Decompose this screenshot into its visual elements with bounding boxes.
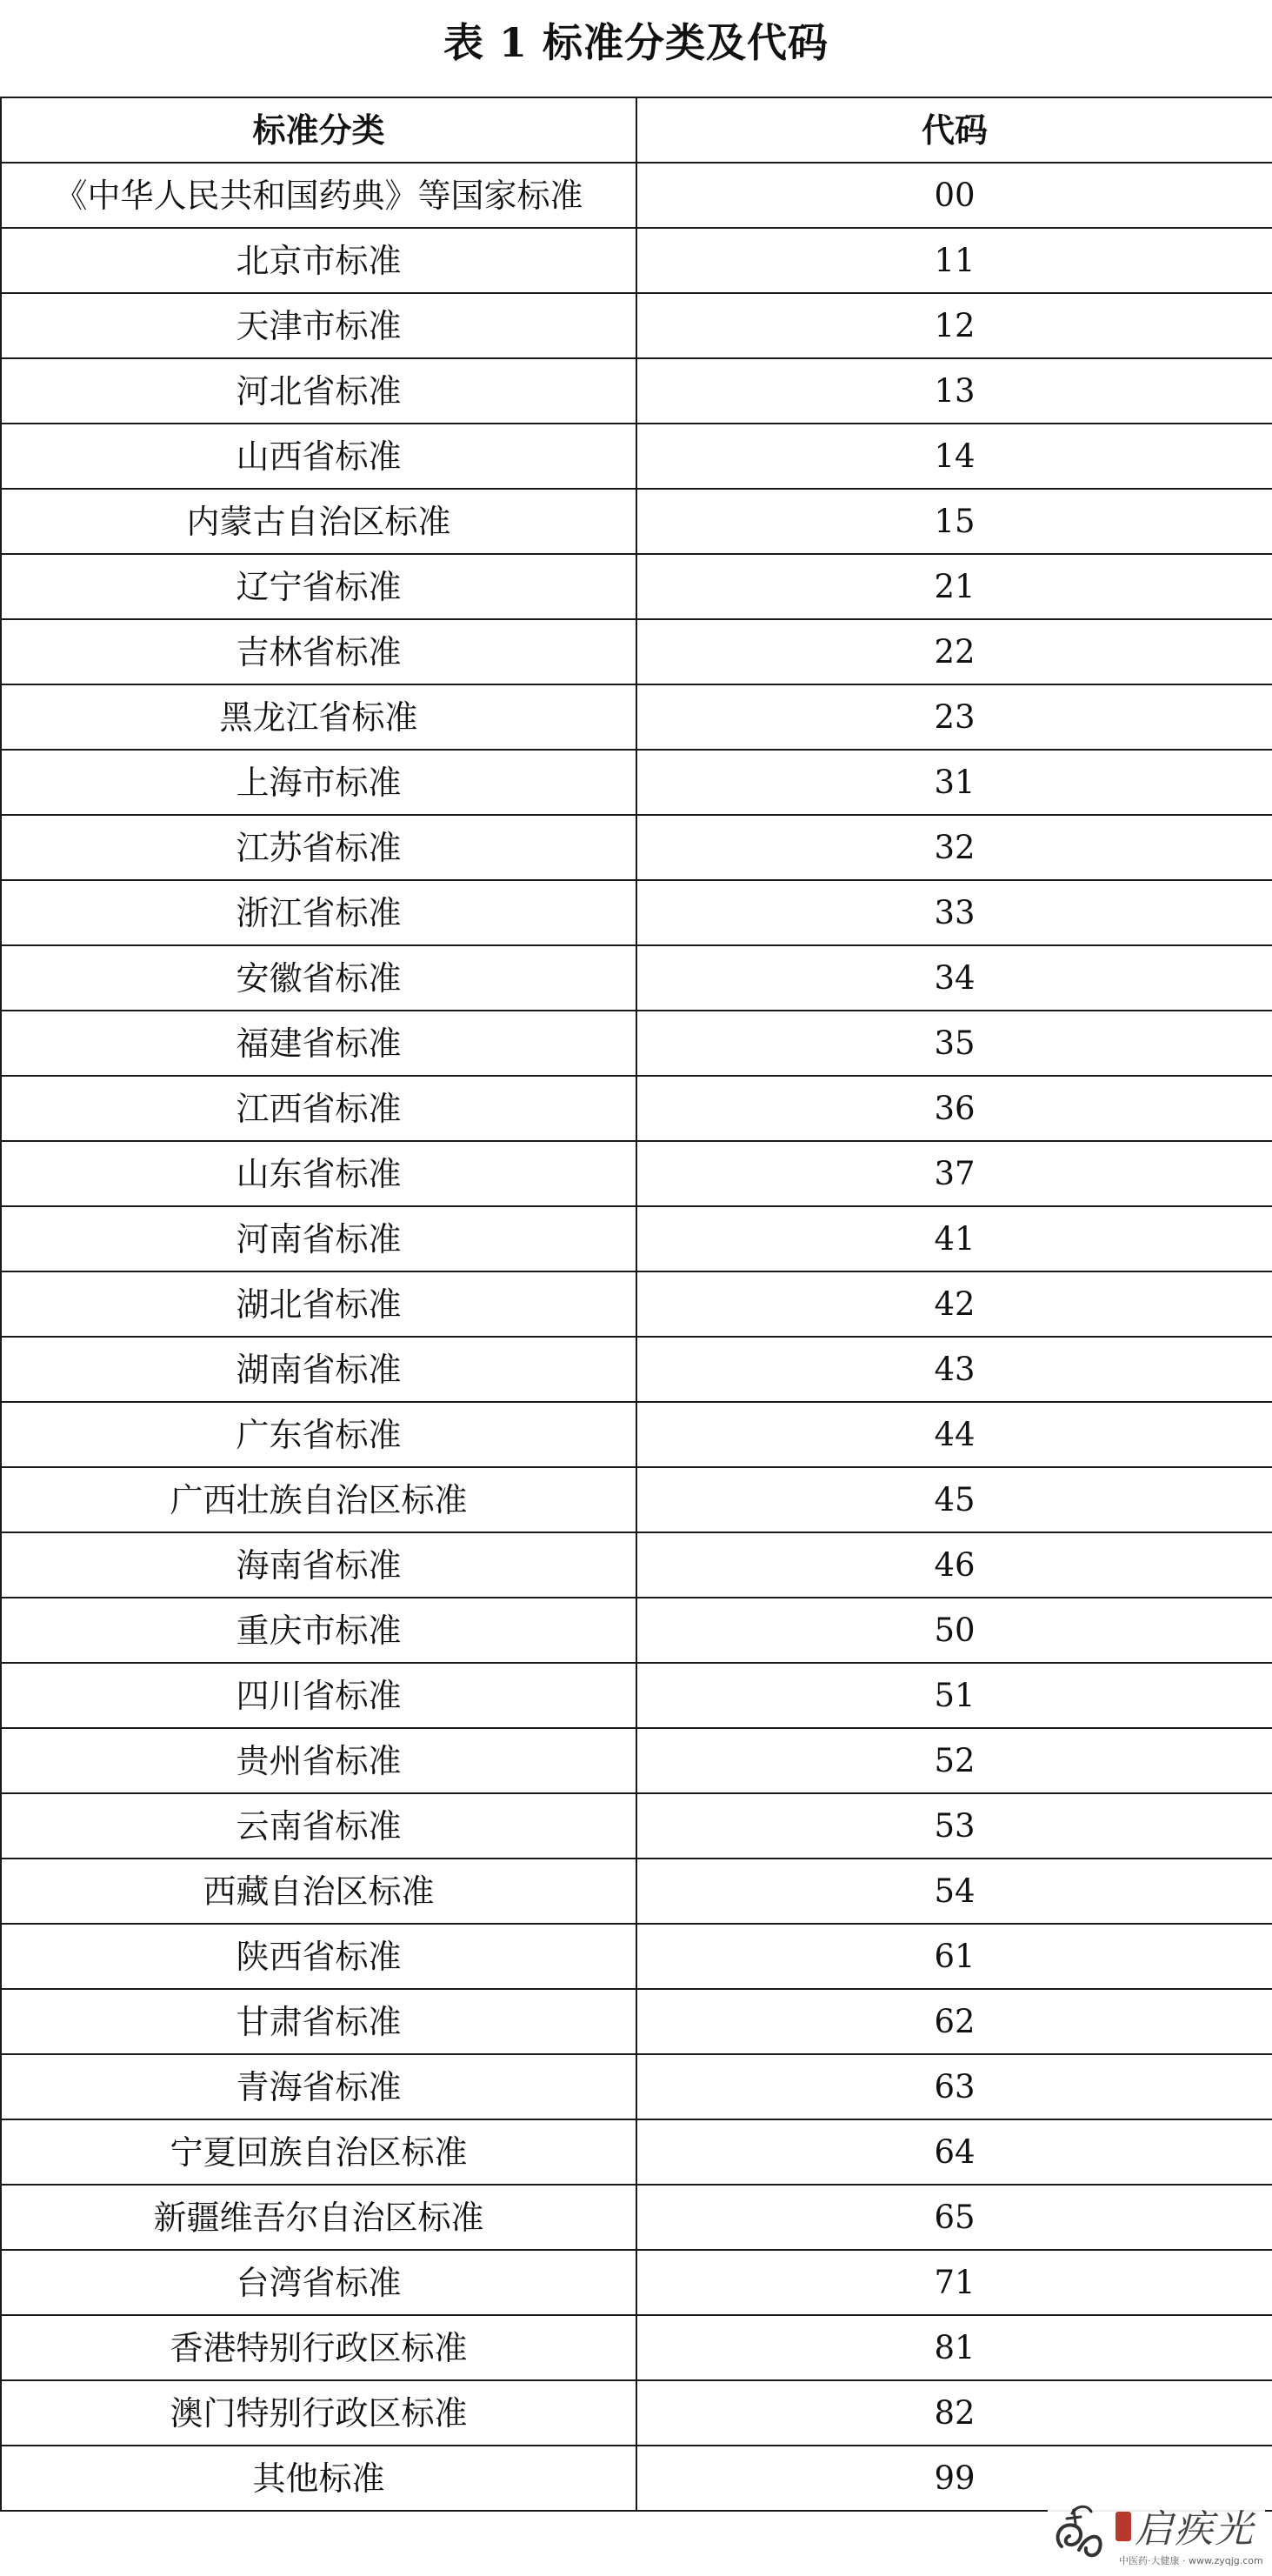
code-cell: 46 bbox=[636, 1532, 1272, 1598]
category-cell: 甘肃省标准 bbox=[1, 1989, 636, 2054]
code-cell: 61 bbox=[636, 1924, 1272, 1989]
category-cell: 贵州省标准 bbox=[1, 1728, 636, 1793]
category-cell: 河南省标准 bbox=[1, 1206, 636, 1271]
table-row bbox=[1, 489, 1272, 554]
standard-code-table bbox=[0, 97, 1272, 2512]
table-row bbox=[1, 1076, 1272, 1141]
table-row bbox=[1, 1011, 1272, 1076]
category-cell: 湖南省标准 bbox=[1, 1337, 636, 1402]
category-cell: 浙江省标准 bbox=[1, 880, 636, 945]
table-row bbox=[1, 2185, 1272, 2250]
code-cell: 42 bbox=[636, 1271, 1272, 1337]
code-cell: 35 bbox=[636, 1011, 1272, 1076]
category-cell: 内蒙古自治区标准 bbox=[1, 489, 636, 554]
category-cell: 山西省标准 bbox=[1, 424, 636, 489]
table-row bbox=[1, 163, 1272, 228]
category-cell: 四川省标准 bbox=[1, 1663, 636, 1728]
table-row bbox=[1, 750, 1272, 815]
category-cell: 福建省标准 bbox=[1, 1011, 636, 1076]
table-row bbox=[1, 424, 1272, 489]
table-row bbox=[1, 1924, 1272, 1989]
code-cell: 23 bbox=[636, 684, 1272, 750]
category-cell: 辽宁省标准 bbox=[1, 554, 636, 619]
table-row bbox=[1, 1467, 1272, 1532]
code-cell: 31 bbox=[636, 750, 1272, 815]
code-cell: 33 bbox=[636, 880, 1272, 945]
category-cell: 香港特别行政区标准 bbox=[1, 2315, 636, 2380]
table-row bbox=[1, 1402, 1272, 1467]
table-row bbox=[1, 1598, 1272, 1663]
code-cell: 21 bbox=[636, 554, 1272, 619]
code-cell: 81 bbox=[636, 2315, 1272, 2380]
code-cell: 44 bbox=[636, 1402, 1272, 1467]
table-row bbox=[1, 945, 1272, 1011]
table-row bbox=[1, 2054, 1272, 2119]
category-cell: 西藏自治区标准 bbox=[1, 1859, 636, 1924]
table-row bbox=[1, 2250, 1272, 2315]
code-cell: 50 bbox=[636, 1598, 1272, 1663]
table-row bbox=[1, 2119, 1272, 2185]
code-cell: 22 bbox=[636, 619, 1272, 684]
table-row bbox=[1, 2315, 1272, 2380]
table-row bbox=[1, 1532, 1272, 1598]
category-cell: 安徽省标准 bbox=[1, 945, 636, 1011]
code-cell: 65 bbox=[636, 2185, 1272, 2250]
category-cell: 黑龙江省标准 bbox=[1, 684, 636, 750]
code-cell: 15 bbox=[636, 489, 1272, 554]
table-row bbox=[1, 1141, 1272, 1206]
category-cell: 新疆维吾尔自治区标准 bbox=[1, 2185, 636, 2250]
category-cell: 宁夏回族自治区标准 bbox=[1, 2119, 636, 2185]
code-cell: 43 bbox=[636, 1337, 1272, 1402]
watermark bbox=[1048, 2493, 1265, 2573]
category-cell: 《中华人民共和国药典》等国家标准 bbox=[1, 163, 636, 228]
category-cell: 湖北省标准 bbox=[1, 1271, 636, 1337]
table-row bbox=[1, 684, 1272, 750]
code-cell: 12 bbox=[636, 293, 1272, 358]
category-cell: 青海省标准 bbox=[1, 2054, 636, 2119]
watermark-subtitle: 中医药·大健康 · www.zyqjg.com bbox=[1119, 2555, 1263, 2566]
red-seal-icon bbox=[1115, 2512, 1131, 2541]
table-row bbox=[1, 880, 1272, 945]
code-cell: 13 bbox=[636, 358, 1272, 424]
table-row bbox=[1, 815, 1272, 880]
category-cell: 陕西省标准 bbox=[1, 1924, 636, 1989]
table-row bbox=[1, 1793, 1272, 1859]
category-cell: 云南省标准 bbox=[1, 1793, 636, 1859]
category-cell: 广东省标准 bbox=[1, 1402, 636, 1467]
code-cell: 45 bbox=[636, 1467, 1272, 1532]
table-row bbox=[1, 1206, 1272, 1271]
table-row bbox=[1, 358, 1272, 424]
table-row bbox=[1, 1728, 1272, 1793]
category-cell: 北京市标准 bbox=[1, 228, 636, 293]
code-cell: 51 bbox=[636, 1663, 1272, 1728]
table-row bbox=[1, 554, 1272, 619]
category-cell: 台湾省标准 bbox=[1, 2250, 636, 2315]
table-row bbox=[1, 1989, 1272, 2054]
category-cell: 广西壮族自治区标准 bbox=[1, 1467, 636, 1532]
table-title: 表 1 标准分类及代码 bbox=[443, 19, 829, 66]
code-cell: 52 bbox=[636, 1728, 1272, 1793]
category-cell: 上海市标准 bbox=[1, 750, 636, 815]
table-row bbox=[1, 1337, 1272, 1402]
category-cell: 澳门特别行政区标准 bbox=[1, 2380, 636, 2446]
code-cell: 00 bbox=[636, 163, 1272, 228]
category-cell: 山东省标准 bbox=[1, 1141, 636, 1206]
category-cell: 吉林省标准 bbox=[1, 619, 636, 684]
code-cell: 53 bbox=[636, 1793, 1272, 1859]
table-row bbox=[1, 1271, 1272, 1337]
category-cell: 重庆市标准 bbox=[1, 1598, 636, 1663]
code-cell: 82 bbox=[636, 2380, 1272, 2446]
header-code: 代码 bbox=[636, 97, 1272, 163]
code-cell: 99 bbox=[636, 2446, 1272, 2511]
table-row bbox=[1, 293, 1272, 358]
code-cell: 32 bbox=[636, 815, 1272, 880]
table-row bbox=[1, 619, 1272, 684]
category-cell: 天津市标准 bbox=[1, 293, 636, 358]
code-cell: 62 bbox=[636, 1989, 1272, 2054]
code-cell: 71 bbox=[636, 2250, 1272, 2315]
category-cell: 河北省标准 bbox=[1, 358, 636, 424]
table-row bbox=[1, 228, 1272, 293]
code-cell: 37 bbox=[636, 1141, 1272, 1206]
code-cell: 64 bbox=[636, 2119, 1272, 2185]
header-category: 标准分类 bbox=[1, 97, 636, 163]
watermark-brand: 启疾光 bbox=[1135, 2507, 1255, 2552]
code-cell: 34 bbox=[636, 945, 1272, 1011]
category-cell: 海南省标准 bbox=[1, 1532, 636, 1598]
code-cell: 14 bbox=[636, 424, 1272, 489]
category-cell: 江苏省标准 bbox=[1, 815, 636, 880]
category-cell: 江西省标准 bbox=[1, 1076, 636, 1141]
table-body bbox=[1, 163, 1272, 2511]
code-cell: 11 bbox=[636, 228, 1272, 293]
calligraphy-logo-icon bbox=[1049, 2498, 1110, 2567]
code-cell: 54 bbox=[636, 1859, 1272, 1924]
code-cell: 41 bbox=[636, 1206, 1272, 1271]
table-row bbox=[1, 1663, 1272, 1728]
table-row bbox=[1, 2380, 1272, 2446]
table-row bbox=[1, 1859, 1272, 1924]
table-header-row bbox=[1, 97, 1272, 163]
code-cell: 36 bbox=[636, 1076, 1272, 1141]
code-cell: 63 bbox=[636, 2054, 1272, 2119]
category-cell: 其他标准 bbox=[1, 2446, 636, 2511]
